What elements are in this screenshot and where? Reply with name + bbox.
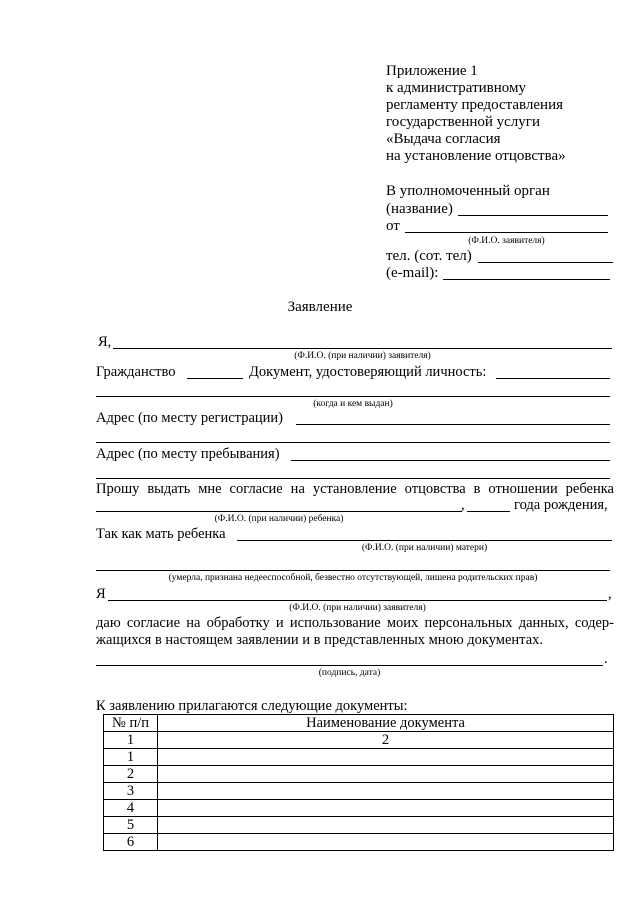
request-text: Прошу выдать мне согласие на установление отцовства в отношении ребенка: [96, 481, 614, 497]
document-name-cell[interactable]: [158, 800, 614, 817]
issued-hint: (когда и кем выдан): [313, 399, 393, 409]
document-name-cell[interactable]: [158, 783, 614, 800]
document-name-cell[interactable]: [158, 749, 614, 766]
row-number: 6: [104, 834, 158, 851]
comma-2: ,: [608, 586, 612, 602]
id-document-details-field[interactable]: [96, 396, 610, 397]
table-row: [104, 800, 614, 817]
comma: ,: [461, 497, 465, 513]
email-field[interactable]: [443, 279, 610, 280]
applicant-fio-field[interactable]: [113, 348, 612, 349]
table-index-row: [104, 732, 614, 749]
document-name-cell[interactable]: [158, 817, 614, 834]
mother-status-hint: (умерла, признана недееспособной, безвестно отсутствующей, лишена родительских прав): [168, 573, 538, 583]
child-fio-field[interactable]: [96, 511, 462, 512]
appendix-line: Приложение 1: [386, 63, 478, 79]
appendix-line: регламенту предоставления: [386, 97, 564, 113]
id-document-field[interactable]: [496, 378, 610, 379]
table-row: [104, 749, 614, 766]
mother-fio-field[interactable]: [237, 540, 612, 541]
i-label: Я,: [98, 334, 112, 350]
applicant-name-field[interactable]: [405, 232, 608, 233]
email-label: (e-mail):: [386, 265, 439, 281]
to-organ-label: В уполномоченный орган: [386, 183, 550, 199]
citizenship-field[interactable]: [187, 378, 243, 379]
reg-address-field-cont[interactable]: [96, 442, 610, 443]
row-number: 4: [104, 800, 158, 817]
from-label: от: [386, 218, 400, 234]
i-label-2: Я: [96, 586, 106, 602]
attachments-heading: К заявлению прилагаются следующие документы:: [96, 698, 408, 714]
applicant-fio-hint-2: (Ф.И.О. (при наличии) заявителя): [289, 603, 426, 613]
phone-label: тел. (сот. тел): [386, 248, 472, 264]
citizenship-label: Гражданство: [96, 364, 176, 380]
child-fio-hint: (Ф.И.О. (при наличии) ребенка): [214, 514, 344, 524]
appendix-line: на установление отцовства»: [386, 148, 566, 164]
row-number: 1: [104, 749, 158, 766]
row-number: 3: [104, 783, 158, 800]
appendix-block: [386, 63, 566, 165]
reg-address-label: Адрес (по месту регистрации): [96, 410, 283, 426]
row-number: 5: [104, 817, 158, 834]
mother-status-field[interactable]: [96, 570, 610, 571]
table-row: [104, 766, 614, 783]
index-cell: 2: [158, 732, 614, 749]
appendix-line: к административному: [386, 80, 526, 96]
table-row: [104, 834, 614, 851]
id-document-label: Документ, удостоверяющий личность:: [249, 364, 487, 380]
phone-field[interactable]: [478, 262, 613, 263]
appendix-line: государственной услуги: [386, 114, 540, 130]
document-name-cell[interactable]: [158, 834, 614, 851]
document-name-cell[interactable]: [158, 766, 614, 783]
stay-address-field-cont[interactable]: [96, 478, 610, 479]
organ-name-field[interactable]: [458, 215, 608, 216]
stay-address-label: Адрес (по месту пребывания): [96, 446, 280, 462]
signature-field[interactable]: [96, 665, 603, 666]
mother-label: Так как мать ребенка: [96, 526, 226, 542]
period: .: [604, 651, 608, 667]
applicant-fio-hint: (Ф.И.О. (при наличии) заявителя): [294, 351, 431, 361]
consent-line-2: жащихся в настоящем заявлении и в представленных мною документах.: [96, 632, 544, 648]
birth-year-field[interactable]: [467, 511, 510, 512]
birth-year-label: года рождения,: [514, 497, 608, 513]
col-num-header: № п/п: [104, 715, 158, 732]
applicant-name-hint: (Ф.И.О. заявителя): [468, 236, 545, 246]
organ-name-label: (название): [386, 201, 453, 217]
mother-fio-hint: (Ф.И.О. (при наличии) матери): [361, 543, 488, 553]
table-header-row: [104, 715, 614, 732]
signature-hint: (подпись, дата): [318, 668, 381, 678]
appendix-line: «Выдача согласия: [386, 131, 501, 147]
attachments-table: [103, 714, 614, 851]
document-title: Заявление: [287, 299, 353, 315]
table-row: [104, 783, 614, 800]
col-name-header: Наименование документа: [158, 715, 614, 732]
applicant-fio-field-2[interactable]: [108, 600, 607, 601]
consent-line-1: даю согласие на обработку и использование моих персональных данных, содер-: [96, 615, 614, 631]
index-cell: 1: [104, 732, 158, 749]
stay-address-field[interactable]: [291, 460, 610, 461]
reg-address-field[interactable]: [296, 424, 610, 425]
table-row: [104, 817, 614, 834]
row-number: 2: [104, 766, 158, 783]
